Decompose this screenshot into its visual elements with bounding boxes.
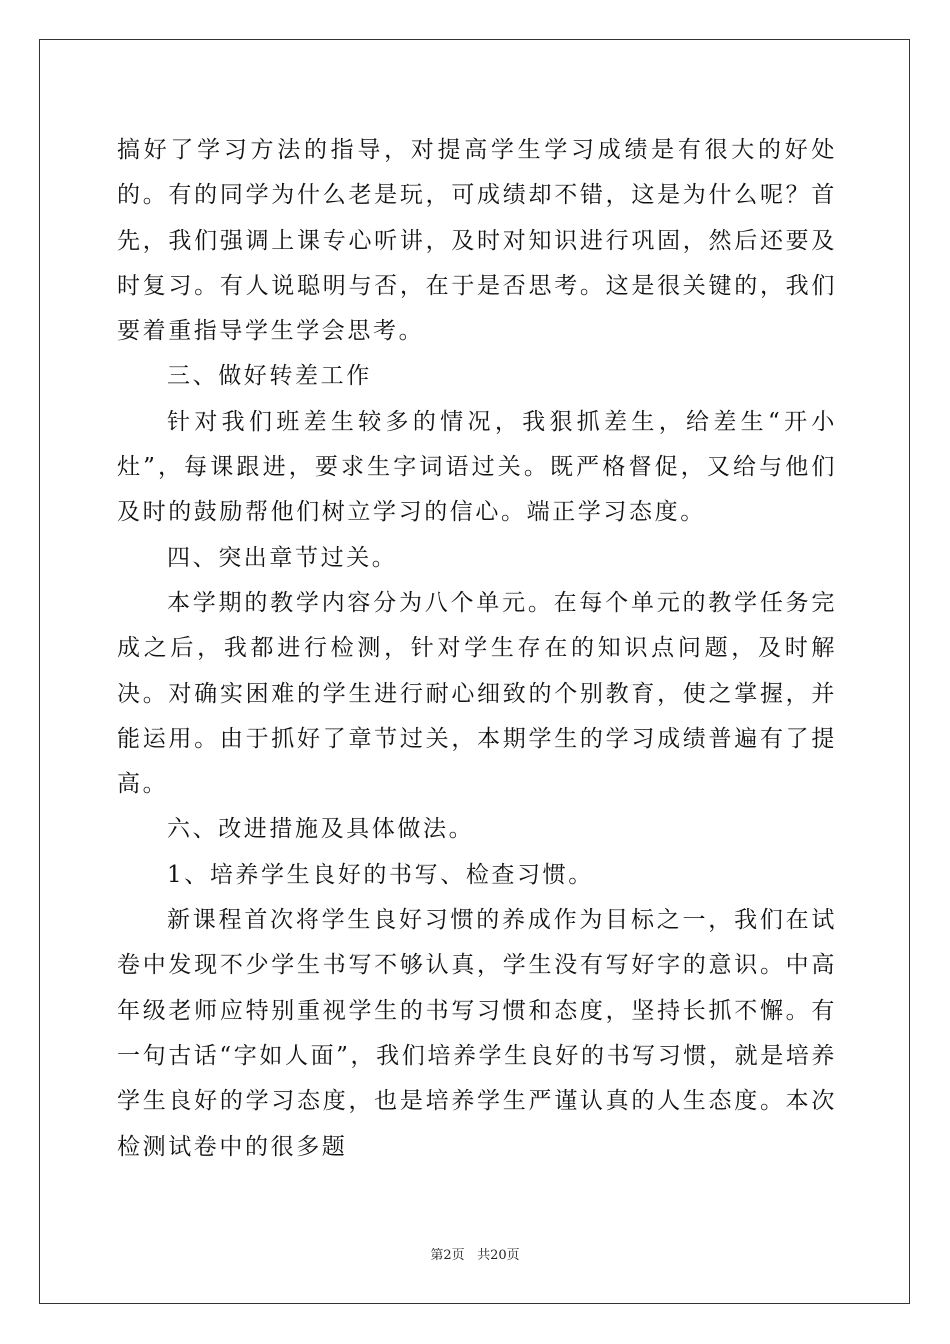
page-footer — [0, 1248, 950, 1264]
page-number: 第2页 — [430, 1248, 465, 1263]
document-body — [117, 128, 837, 1170]
subsection-heading-1: 1、培养学生良好的书写、检查习惯。 — [167, 861, 594, 888]
section-heading-3: 三、做好转差工作 — [167, 363, 372, 390]
paragraph: 新课程首次将学生良好习惯的养成作为目标之一，我们在试卷中发现不少学生书写不够认真，学生没有写好字的意识。中高年级老师应特别重视学生的书写习惯和态度，坚持长抓不懈。有一句古话“字如人面”，我们培养学生良好的书写习惯，就是培养学生良好的学习态度，也是培养学生严谨认真的人生态度。本次检测试卷中的很多题 — [117, 907, 837, 1160]
paragraph: 本学期的教学内容分为八个单元。在每个单元的教学任务完成之后，我都进行检测，针对学生存在的知识点问题，及时解决。对确实困难的学生进行耐心细致的个别教育，使之掌握，并能运用。由于抓好了章节过关，本期学生的学习成绩普遍有了提高。 — [117, 589, 837, 798]
section-heading-6: 六、改进措施及具体做法。 — [167, 816, 475, 843]
paragraph: 针对我们班差生较多的情况，我狠抓差生，给差生“开小灶”，每课跟进，要求生字词语过关。既严格督促，又给与他们及时的鼓励帮他们树立学习的信心。端正学习态度。 — [117, 408, 837, 526]
page-total: 共20页 — [477, 1248, 520, 1263]
section-heading-4: 四、突出章节过关。 — [167, 544, 398, 571]
paragraph-continuation: 搞好了学习方法的指导，对提高学生学习成绩是有很大的好处的。有的同学为什么老是玩，可成绩却不错，这是为什么呢？首先，我们强调上课专心听讲，及时对知识进行巩固，然后还要及时复习。有人说聪明与否，在于是否思考。这是很关键的，我们要着重指导学生学会思考。 — [117, 137, 837, 345]
